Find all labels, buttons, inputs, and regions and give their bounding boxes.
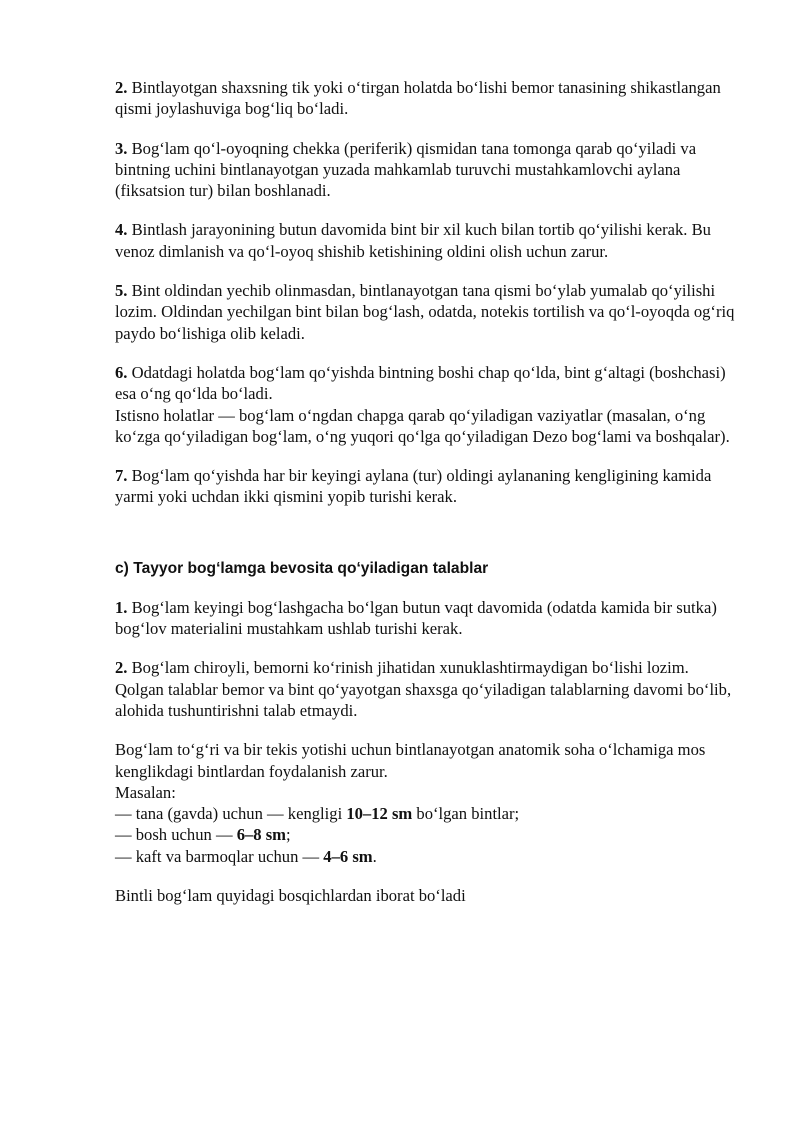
list-item-a4 (115, 219, 740, 262)
item-text-continuation: Qolgan talablar bemor va bint qo‘yayotgan shaxsga qo‘yiladigan talablarning davomi bo‘lib, alohida tushuntirishni talab etmaydi. (115, 679, 732, 720)
list-a (115, 77, 740, 508)
width-item-text: ; (286, 825, 291, 845)
width-item-text: — bosh uchun — (115, 825, 237, 845)
width-intro: Bog‘lam to‘g‘ri va bir tekis yotishi uchun bintlanayotgan anatomik soha o‘lchamiga mos kenglikdagi bintlardan foydalanish zarur. (115, 740, 706, 781)
item-number: 1. (115, 597, 128, 617)
document-page (115, 77, 740, 924)
item-number: 2. (115, 78, 128, 97)
width-item-text: — kaft va barmoqlar uchun — (115, 846, 324, 866)
width-value: 6–8 sm (236, 825, 287, 845)
item-number: 7. (115, 466, 128, 486)
width-item-text: . (372, 846, 377, 866)
width-item-text: bo‘lgan bintlar; (412, 804, 520, 824)
item-number: 4. (115, 220, 128, 240)
item-text: Bog‘lam qo‘yishda har bir keyingi aylana (tur) oldingi aylananing kengligining kamida yarmi yoki uchdan ikki qismini yopib turishi kerak. (115, 466, 712, 507)
item-number: 6. (115, 362, 128, 382)
item-text: Odatdagi holatda bog‘lam qo‘yishda bintning boshi chap qo‘lda, bint g‘altagi (boshchasi) esa o‘ng qo‘lda bo‘ladi. (115, 362, 726, 404)
list-item-a6 (115, 362, 740, 447)
item-text: Bog‘lam chiroyli, bemorni ko‘rinish jihatidan xunuklashtirmaydigan bo‘lishi lozim. (131, 658, 689, 678)
width-item-text: — tana (gavda) uchun — kengligi (115, 804, 347, 824)
example-label: Masalan: (115, 782, 176, 802)
bandage-width-paragraph (115, 739, 740, 867)
width-item-body (115, 803, 740, 824)
list-item-a2 (115, 77, 740, 120)
item-text: Bintlash jarayonining butun davomida bint bir xil kuch bilan tortib qo‘yilishi kerak. Bu venoz dimlanish va qo‘l-oyoq shishib ketishining oldini olish uchun zarur. (115, 220, 711, 261)
list-item-a7 (115, 465, 740, 508)
list-item-a5 (115, 280, 740, 344)
item-text: Bint oldindan yechib olinmasdan, bintlanayotgan tana qismi bo‘ylab yumalab qo‘yilishi lozim. Oldindan yechilgan bint bilan bog‘lash, odatda, notekis tortilish va qo‘l-oyoqda og‘riq paydo bo‘lishiga olib keladi. (115, 281, 735, 343)
item-number: 2. (115, 658, 128, 678)
width-item-hand (115, 846, 740, 867)
width-value: 4–6 sm (323, 846, 373, 866)
item-text: Bintlayotgan shaxsning tik yoki o‘tirgan holatda bo‘lishi bemor tanasining shikastlangan qismi joylashuviga bog‘liq bo‘ladi. (115, 78, 721, 119)
width-item-head (115, 824, 740, 845)
item-number: 5. (115, 281, 128, 301)
closing-line: Bintli bog‘lam quyidagi bosqichlardan iborat bo‘ladi (115, 886, 466, 906)
item-text: Bog‘lam keyingi bog‘lashgacha bo‘lgan butun vaqt davomida (odatda kamida bir sutka) bog‘lov materialini mustahkam ushlab turishi kerak. (115, 597, 717, 639)
section-heading-c: c) Tayyor bog‘lamga bevosita qo‘yiladigan talablar (115, 559, 489, 577)
item-number: 3. (115, 138, 128, 158)
list-c (115, 597, 740, 721)
list-item-c1 (115, 597, 740, 640)
list-item-a3 (115, 138, 740, 202)
width-value: 10–12 sm (346, 804, 413, 824)
list-item-c2 (115, 657, 740, 721)
item-text-exception: Istisno holatlar — bog‘lam o‘ngdan chapga qarab qo‘yiladigan vaziyatlar (masalan, o‘ng ko‘zga qo‘yiladigan bog‘lam, o‘ng yuqori qo‘lga qo‘yiladigan Dezo bog‘lami va boshqalar). (115, 405, 730, 446)
item-text: Bog‘lam qo‘l-oyoqning chekka (periferik) qismidan tana tomonga qarab qo‘yiladi va bintning uchini bintlanayotgan yuzada mahkamlab turuvchi mustahkamlovchi aylana (fiksatsion tur) bilan boshlanadi. (115, 138, 697, 201)
